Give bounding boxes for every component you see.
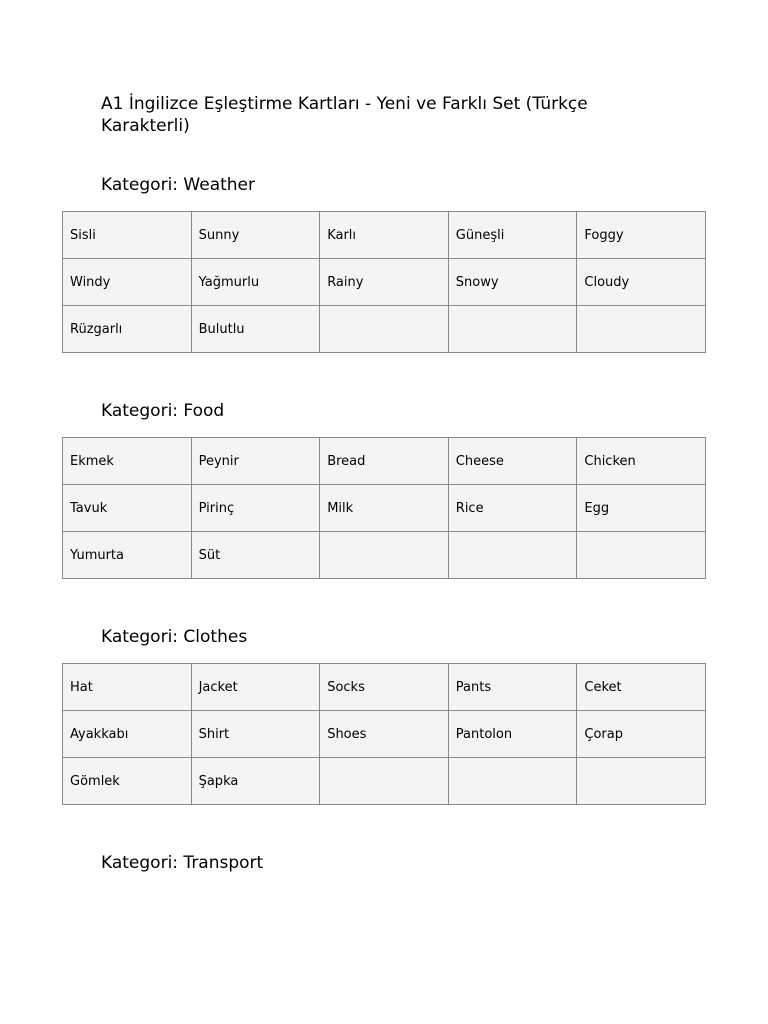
category-heading-food: Kategori: Food — [101, 401, 225, 421]
card-cell-empty — [320, 758, 449, 805]
card-cell: Ayakkabı — [63, 711, 192, 758]
card-cell: Süt — [191, 532, 320, 579]
card-cell-empty — [448, 306, 577, 353]
document-title: A1 İngilizce Eşleştirme Kartları - Yeni ve Farklı Set (Türkçe Karakterli) — [101, 94, 588, 136]
table-row — [63, 259, 706, 306]
table-row — [63, 664, 706, 711]
cards-table-food — [62, 437, 706, 579]
card-cell: Shoes — [320, 711, 449, 758]
card-cell: Şapka — [191, 758, 320, 805]
card-cell: Yağmurlu — [191, 259, 320, 306]
card-cell: Cheese — [448, 438, 577, 485]
card-cell: Ekmek — [63, 438, 192, 485]
category-heading-weather: Kategori: Weather — [101, 175, 256, 195]
card-cell: Çorap — [577, 711, 706, 758]
card-cell: Cloudy — [577, 259, 706, 306]
card-cell: Karlı — [320, 212, 449, 259]
card-cell-empty — [448, 532, 577, 579]
card-cell: Snowy — [448, 259, 577, 306]
card-cell-empty — [320, 532, 449, 579]
card-cell: Rüzgarlı — [63, 306, 192, 353]
card-cell: Ceket — [577, 664, 706, 711]
card-cell: Chicken — [577, 438, 706, 485]
card-cell: Tavuk — [63, 485, 192, 532]
card-cell: Yumurta — [63, 532, 192, 579]
card-cell: Peynir — [191, 438, 320, 485]
card-cell: Rice — [448, 485, 577, 532]
card-cell: Egg — [577, 485, 706, 532]
card-cell-empty — [577, 306, 706, 353]
card-cell: Shirt — [191, 711, 320, 758]
card-cell: Windy — [63, 259, 192, 306]
card-cell: Bread — [320, 438, 449, 485]
card-cell: Socks — [320, 664, 449, 711]
card-cell-empty — [577, 758, 706, 805]
card-cell: Güneşli — [448, 212, 577, 259]
card-cell: Milk — [320, 485, 449, 532]
cards-table-weather — [62, 211, 706, 353]
card-cell: Bulutlu — [191, 306, 320, 353]
card-cell: Foggy — [577, 212, 706, 259]
table-row — [63, 306, 706, 353]
category-heading-transport: Kategori: Transport — [101, 853, 264, 873]
table-row — [63, 485, 706, 532]
table-row — [63, 438, 706, 485]
cards-table-clothes — [62, 663, 706, 805]
card-cell: Gömlek — [63, 758, 192, 805]
card-cell: Pirinç — [191, 485, 320, 532]
card-cell: Pants — [448, 664, 577, 711]
card-cell: Hat — [63, 664, 192, 711]
card-cell: Sisli — [63, 212, 192, 259]
card-cell: Sunny — [191, 212, 320, 259]
card-cell-empty — [320, 306, 449, 353]
table-row — [63, 532, 706, 579]
table-row — [63, 212, 706, 259]
category-heading-clothes: Kategori: Clothes — [101, 627, 248, 647]
card-cell-empty — [448, 758, 577, 805]
card-cell: Pantolon — [448, 711, 577, 758]
table-row — [63, 758, 706, 805]
table-row — [63, 711, 706, 758]
card-cell: Jacket — [191, 664, 320, 711]
card-cell: Rainy — [320, 259, 449, 306]
card-cell-empty — [577, 532, 706, 579]
